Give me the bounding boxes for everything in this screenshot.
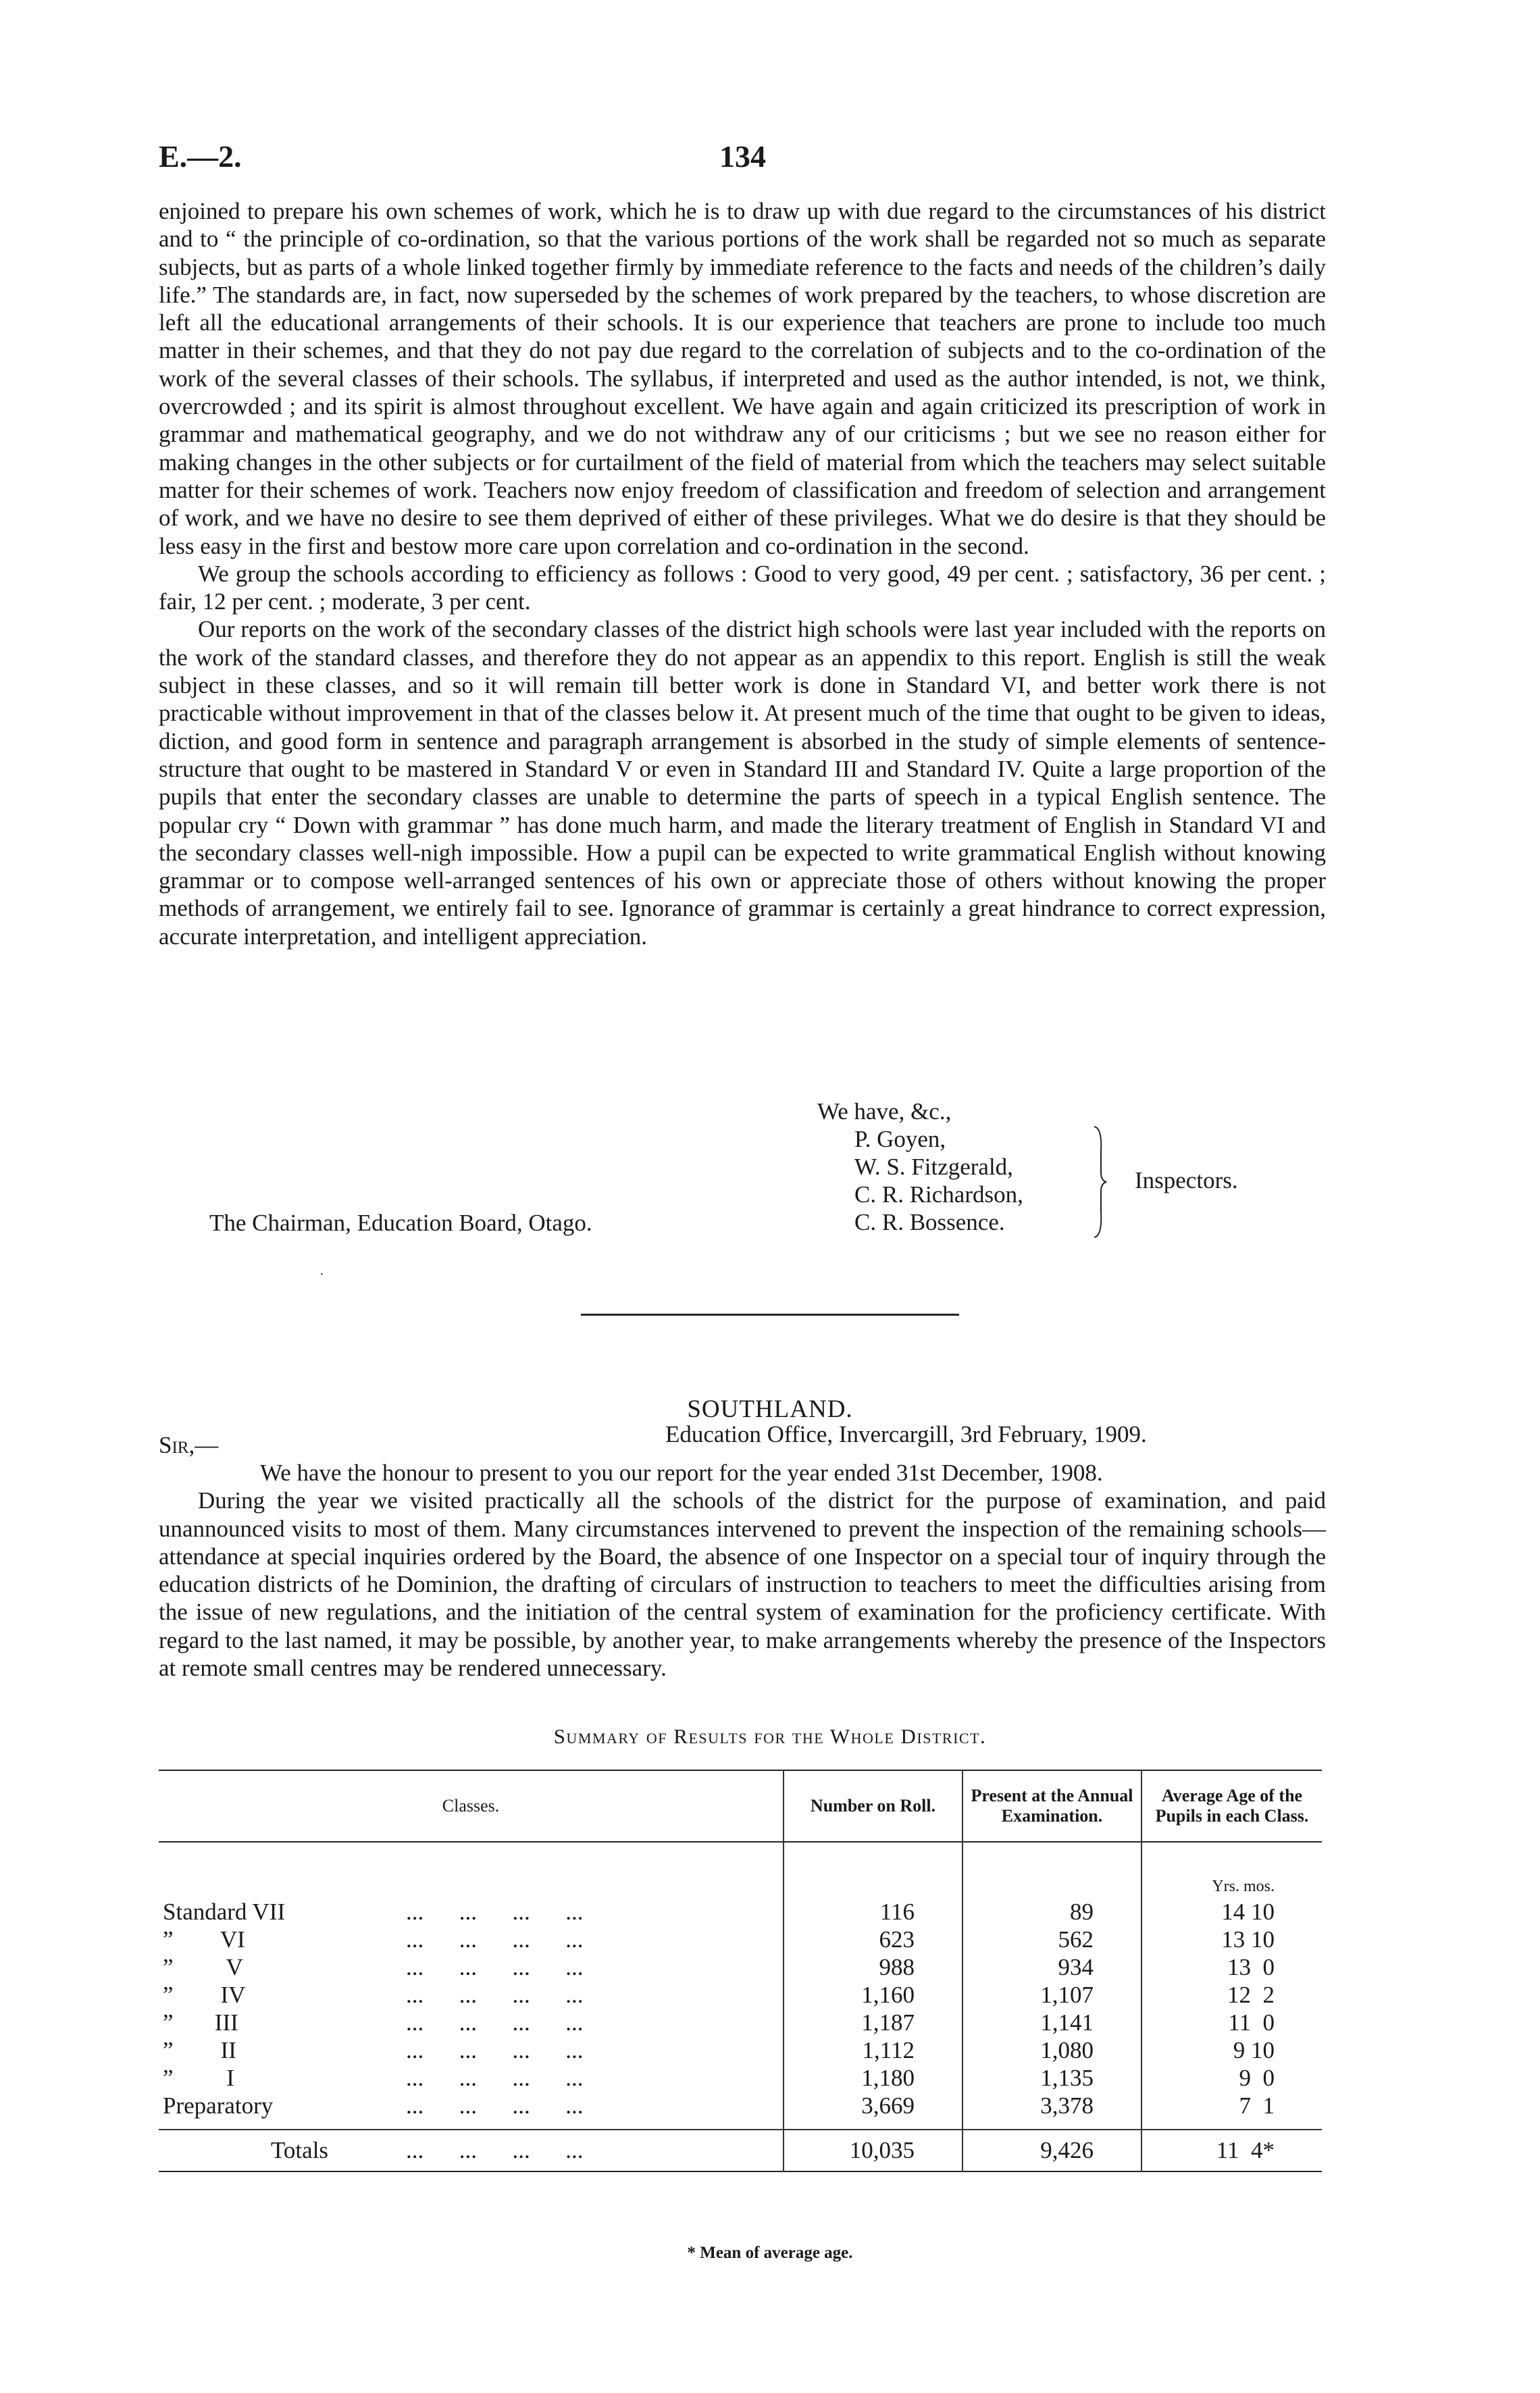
age-value: 7 1: [1141, 2092, 1322, 2119]
leader-dots: ... ... ... ...: [406, 1926, 584, 1953]
document-reference: E.—2.: [159, 139, 242, 174]
class-label: ” I: [163, 2065, 234, 2091]
table-row: [159, 2092, 1322, 2119]
sign-off-greeting: We have, &c.,: [817, 1098, 952, 1125]
column-header-present: Present at the Annual Examination.: [962, 1770, 1141, 1842]
column-header-age: Average Age of the Pupils in each Class.: [1141, 1770, 1322, 1842]
class-label: ” II: [163, 2037, 236, 2063]
paragraph: During the year we visited practically all the schools of the district for the purpose of examination, and paid unannounced visits to most of them. Many circumstances intervened to prevent the inspection of the remaining schools—attendance at special inquiries ordered by the Board, the absence of one Inspector on a special tour of inquiry through the education districts of he Dominion, the drafting of circulars of instruction to teachers to meet the difficulties arising from the issue of new regulations, and the initiation of the central system of examination for the proficiency certificate. With regard to the last named, it may be possible, by another year, to make arrangements whereby the presence of the Inspectors at remote small centres may be rendered unnecessary.: [159, 1487, 1326, 1682]
leader-dots: ... ... ... ...: [406, 1982, 584, 2008]
southland-report-text: [159, 1459, 1326, 1682]
paragraph: enjoined to prepare his own schemes of work, which he is to draw up with due regard to the circumstances of his district and to “ the principle of co-ordination, so that the various portions of the work shall be regarded not so much as separate subjects, but as parts of a whole linked together firmly by immediate reference to the facts and needs of the children’s daily life.” The standards are, in fact, now superseded by the schemes of work prepared by the teachers, to whose discretion are left all the educational arrangements of their schools. It is our experience that teachers are prone to include too much matter in their schemes, and that they do not pay due regard to the correlation of subjects and to the co-ordination of the work of the several classes of their schools. The syllabus, if interpreted and used as the author intended, is not, we think, overcrowded ; and its spirit is almost throughout excellent. We have again and again criticized its prescription of work in grammar and mathematical geography, and we do not withdraw any of our criticisms ; but we see no reason either for making changes in the other subjects or for curtailment of the field of material from which the teachers may select suitable matter for their schemes of work. Teachers now enjoy freedom of classification and freedom of selection and arrangement of work, and we have no desire to see them deprived of either of these privileges. What we do desire is that they should be less easy in the first and bestow more care upon correlation and co-ordination in the second.: [159, 198, 1326, 559]
section-heading: SOUTHLAND.: [687, 1395, 853, 1423]
totals-row: [159, 2130, 1322, 2171]
office-date-line: Education Office, Invercargill, 3rd February, 1909.: [665, 1421, 1147, 1447]
table-footnote: * Mean of average age.: [687, 2244, 853, 2262]
paragraph: Our reports on the work of the secondary classes of the district high schools were last year included with the reports on the work of the standard classes, and therefore they do not appear as an appendix to this report. English is still the weak subject in these classes, and so it will remain till better work is done in Standard VI, and better work there is not practicable without improvement in that of the classes below it. At present much of the time that ought to be given to ideas, diction, and good form in sentence and paragraph arrangement is absorbed in the study of simple elements of sentence-structure that ought to be mastered in Standard V or even in Standard III and Standard IV. Quite a large proportion of the pupils that enter the secondary classes are unable to determine the parts of speech in a typical English sentence. The popular cry “ Down with grammar ” has done much harm, and made the literary treatment of English in Standard VI and the secondary classes well-nigh impossible. How a pupil can be expected to write grammatical English without knowing grammar or to compose well-arranged sentences of his own or appreciate those of others without knowing the proper methods of arrangement, we entirely fail to see. Ignorance of grammar is certainly a great hindrance to correct expression, accurate interpretation, and intelligent appreciation.: [159, 616, 1326, 950]
leader-dots: ... ... ... ...: [406, 2037, 584, 2063]
table-row: [159, 1898, 1322, 1926]
leader-dots: ... ... ... ...: [406, 2065, 584, 2091]
present-value: 89: [962, 1898, 1141, 1926]
table-row: [159, 1953, 1322, 1981]
class-label: ” V: [163, 1954, 243, 1980]
present-value: 1,080: [962, 2036, 1141, 2064]
roll-value: 988: [784, 1953, 962, 1981]
leader-dots: ... ... ... ...: [406, 1899, 584, 1925]
table-row: [159, 2064, 1322, 2092]
inspector-name: P. Goyen,: [854, 1126, 946, 1152]
roll-value: 1,187: [784, 2009, 962, 2036]
inspector-name: C. R. Richardson,: [854, 1181, 1023, 1208]
brace-icon: [1093, 1125, 1108, 1239]
totals-label: Totals: [271, 2137, 329, 2163]
units-row: [159, 1875, 1322, 1898]
present-value: 1,141: [962, 2009, 1141, 2036]
table-row: [159, 2036, 1322, 2064]
leader-dots: ... ... ... ...: [406, 2009, 584, 2036]
inspectors-title: Inspectors.: [1135, 1167, 1238, 1193]
present-value: 934: [962, 1953, 1141, 1981]
salutation: Sir,—: [159, 1432, 219, 1458]
roll-value: 1,160: [784, 1981, 962, 2009]
age-units: Yrs. mos.: [1141, 1875, 1322, 1898]
paragraph: We have the honour to present to you our report for the year ended 31st December, 1908.: [260, 1460, 1103, 1486]
column-header-roll: Number on Roll.: [784, 1770, 962, 1842]
present-value: 3,378: [962, 2092, 1141, 2119]
class-label: ” VI: [163, 1926, 245, 1953]
roll-value: 1,112: [784, 2036, 962, 2064]
class-label: ” IV: [163, 1982, 246, 2008]
age-value: 13 10: [1141, 1926, 1322, 1953]
roll-value: 1,180: [784, 2064, 962, 2092]
roll-value: 623: [784, 1926, 962, 1953]
inspector-name: W. S. Fitzgerald,: [854, 1154, 1013, 1180]
print-speck: ·: [319, 1267, 324, 1282]
table-title: Summary of Results for the Whole District.: [553, 1724, 987, 1748]
inspector-names: [854, 1125, 1023, 1236]
present-value: 562: [962, 1926, 1141, 1953]
age-value: 9 10: [1141, 2036, 1322, 2064]
present-value: 1,107: [962, 1981, 1141, 2009]
table-row: [159, 1926, 1322, 1953]
addressee: The Chairman, Education Board, Otago.: [209, 1210, 592, 1236]
roll-value: 3,669: [784, 2092, 962, 2119]
column-header-classes: Classes.: [442, 1796, 500, 1816]
age-value: 11 0: [1141, 2009, 1322, 2036]
otago-report-text: [159, 197, 1326, 950]
roll-total: 10,035: [784, 2130, 962, 2171]
leader-dots: ... ... ... ...: [406, 1954, 584, 1980]
leader-dots: ... ... ... ...: [406, 2092, 584, 2119]
class-label: Preparatory: [163, 2092, 274, 2119]
class-label: ” III: [163, 2009, 238, 2036]
age-value: 12 2: [1141, 1981, 1322, 2009]
table-row: [159, 1981, 1322, 2009]
present-value: 1,135: [962, 2064, 1141, 2092]
age-value: 9 0: [1141, 2064, 1322, 2092]
section-divider: [581, 1314, 959, 1316]
table-row: [159, 2009, 1322, 2036]
table-header-row: [159, 1770, 1322, 1842]
leader-dots: ... ... ... ...: [406, 2137, 584, 2163]
age-total: 11 4*: [1141, 2130, 1322, 2171]
page-header: [159, 138, 1320, 179]
age-value: 14 10: [1141, 1898, 1322, 1926]
age-value: 13 0: [1141, 1953, 1322, 1981]
results-table: [159, 1770, 1322, 2175]
class-label: Standard VII: [163, 1899, 286, 1925]
roll-value: 116: [784, 1898, 962, 1926]
present-total: 9,426: [962, 2130, 1141, 2171]
inspector-name: C. R. Bossence.: [854, 1209, 1005, 1235]
paragraph: We group the schools according to efficiency as follows : Good to very good, 49 per cent. ; satisfactory, 36 per cent. ; fair, 12 per cent. ; moderate, 3 per cent.: [159, 560, 1326, 615]
page-number: 134: [719, 139, 766, 174]
